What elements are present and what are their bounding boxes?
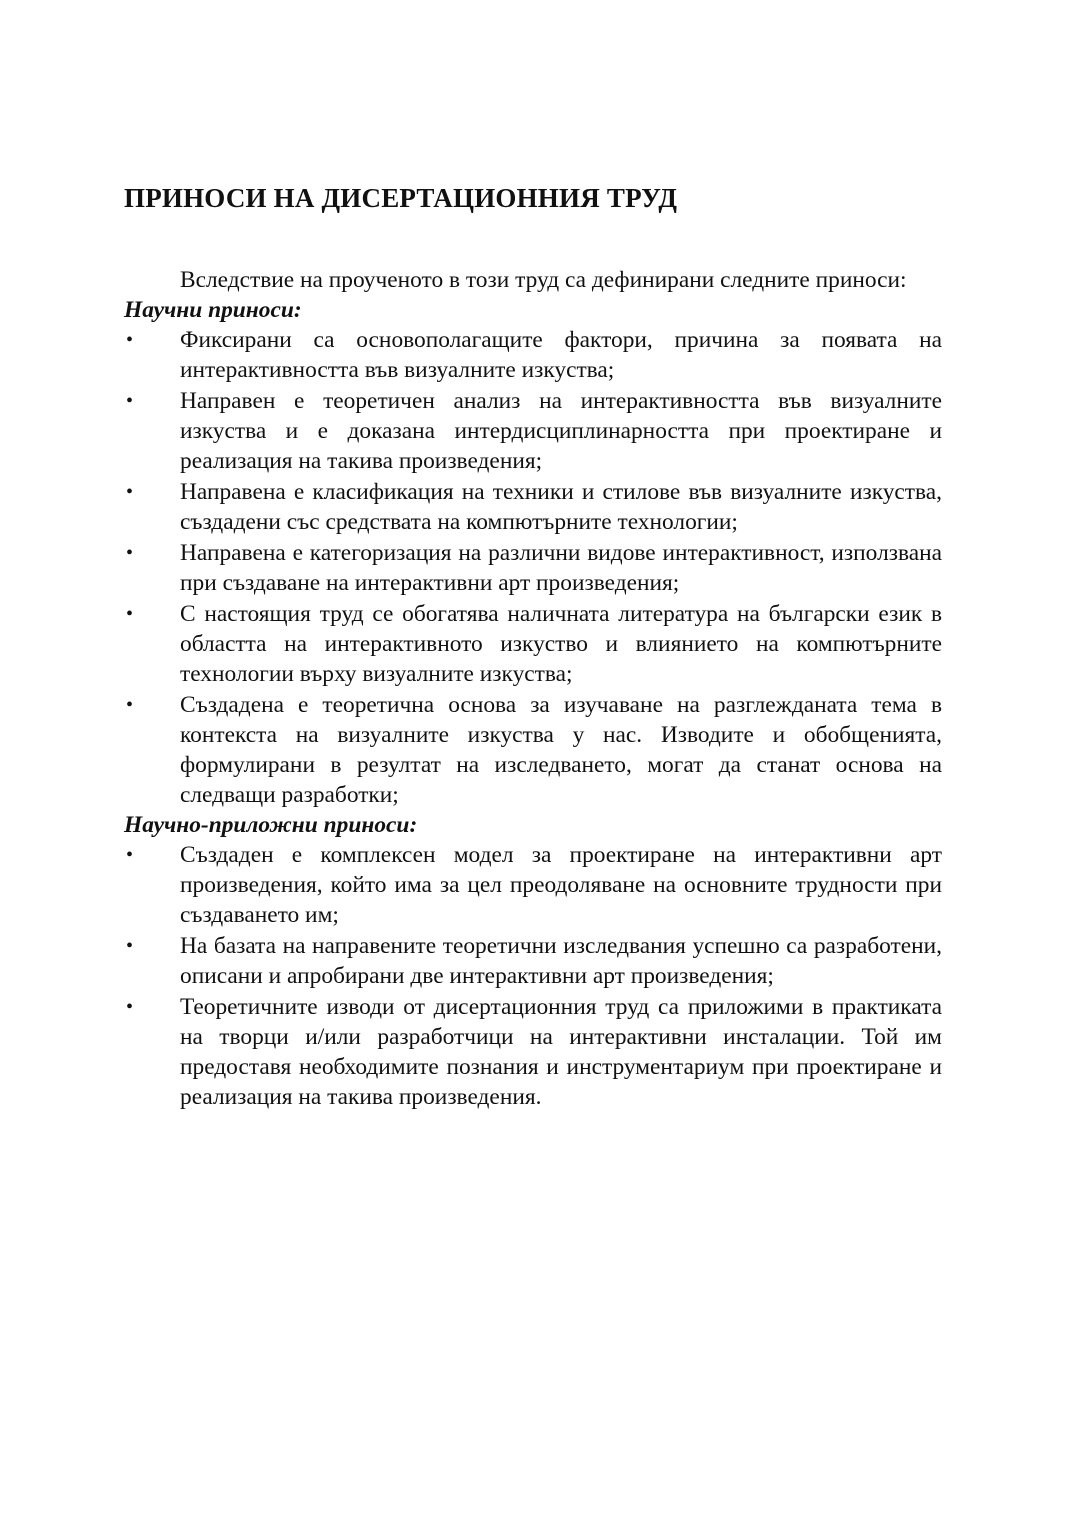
- list-item-text: На базата на направените теоретични изследвания успешно са разработени, описани и апробирани две интерактивни арт произведения;: [180, 933, 942, 989]
- list-item-text: Направена е категоризация на различни видове интерактивност, използвана при създаване на интерактивни арт произведения;: [180, 540, 942, 596]
- bullet-list-applied: [124, 840, 942, 1112]
- bullet-icon: •: [126, 329, 134, 351]
- list-item: [124, 599, 942, 689]
- list-item-text: Създадена е теоретична основа за изучаване на разглежданата тема в контекста на визуалните изкуства у нас. Изводите и обобщенията, формулирани в резултат на изследването, могат да станат основа на следващи разработки;: [180, 692, 942, 808]
- list-item-text: Фиксирани са основополагащите фактори, причина за появата на интерактивността във визуалните изкуства;: [180, 327, 942, 383]
- bullet-icon: •: [126, 844, 134, 866]
- bullet-icon: •: [126, 390, 134, 412]
- bullet-icon: •: [126, 542, 134, 564]
- section-heading-scientific: Научни приноси:: [124, 297, 302, 323]
- bullet-list-scientific: [124, 325, 942, 810]
- list-item-text: Теоретичните изводи от дисертационния труд са приложими в практиката на творци и/или разработчици на интерактивни инсталации. Той им предоставя необходимите познания и инструментариум при проектиране и реализация на такива произведения.: [180, 994, 942, 1110]
- list-item: [124, 325, 942, 385]
- bullet-icon: •: [126, 481, 134, 503]
- list-item: [124, 538, 942, 598]
- list-item: [124, 386, 942, 476]
- intro-paragraph: Вследствие на проученото в този труд са дефинирани следните приноси:: [180, 267, 907, 293]
- list-item: [124, 931, 942, 991]
- bullet-icon: •: [126, 694, 134, 716]
- list-item: [124, 477, 942, 537]
- section-applied: [124, 810, 942, 1112]
- list-item: [124, 840, 942, 930]
- list-item: [124, 992, 942, 1112]
- section-scientific: [124, 295, 942, 810]
- page-title: ПРИНОСИ НА ДИСЕРТАЦИОННИЯ ТРУД: [124, 183, 678, 213]
- section-heading-applied: Научно-приложни приноси:: [124, 812, 418, 838]
- list-item: [124, 690, 942, 810]
- bullet-icon: •: [126, 603, 134, 625]
- list-item-text: С настоящия труд се обогатява наличната литература на български език в областта на интерактивното изкуство и влиянието на компютърните технологии върху визуалните изкуства;: [180, 601, 942, 687]
- document-body: [124, 265, 942, 1112]
- list-item-text: Направен е теоретичен анализ на интерактивността във визуалните изкуства и е доказана интердисциплинарността при проектиране и реализация на такива произведения;: [180, 388, 942, 474]
- bullet-icon: •: [126, 996, 134, 1018]
- bullet-icon: •: [126, 935, 134, 957]
- list-item-text: Създаден е комплексен модел за проектиране на интерактивни арт произведения, който има за цел преодоляване на основните трудности при създаването им;: [180, 842, 942, 928]
- list-item-text: Направена е класификация на техники и стилове във визуалните изкуства, създадени със средствата на компютърните технологии;: [180, 479, 942, 535]
